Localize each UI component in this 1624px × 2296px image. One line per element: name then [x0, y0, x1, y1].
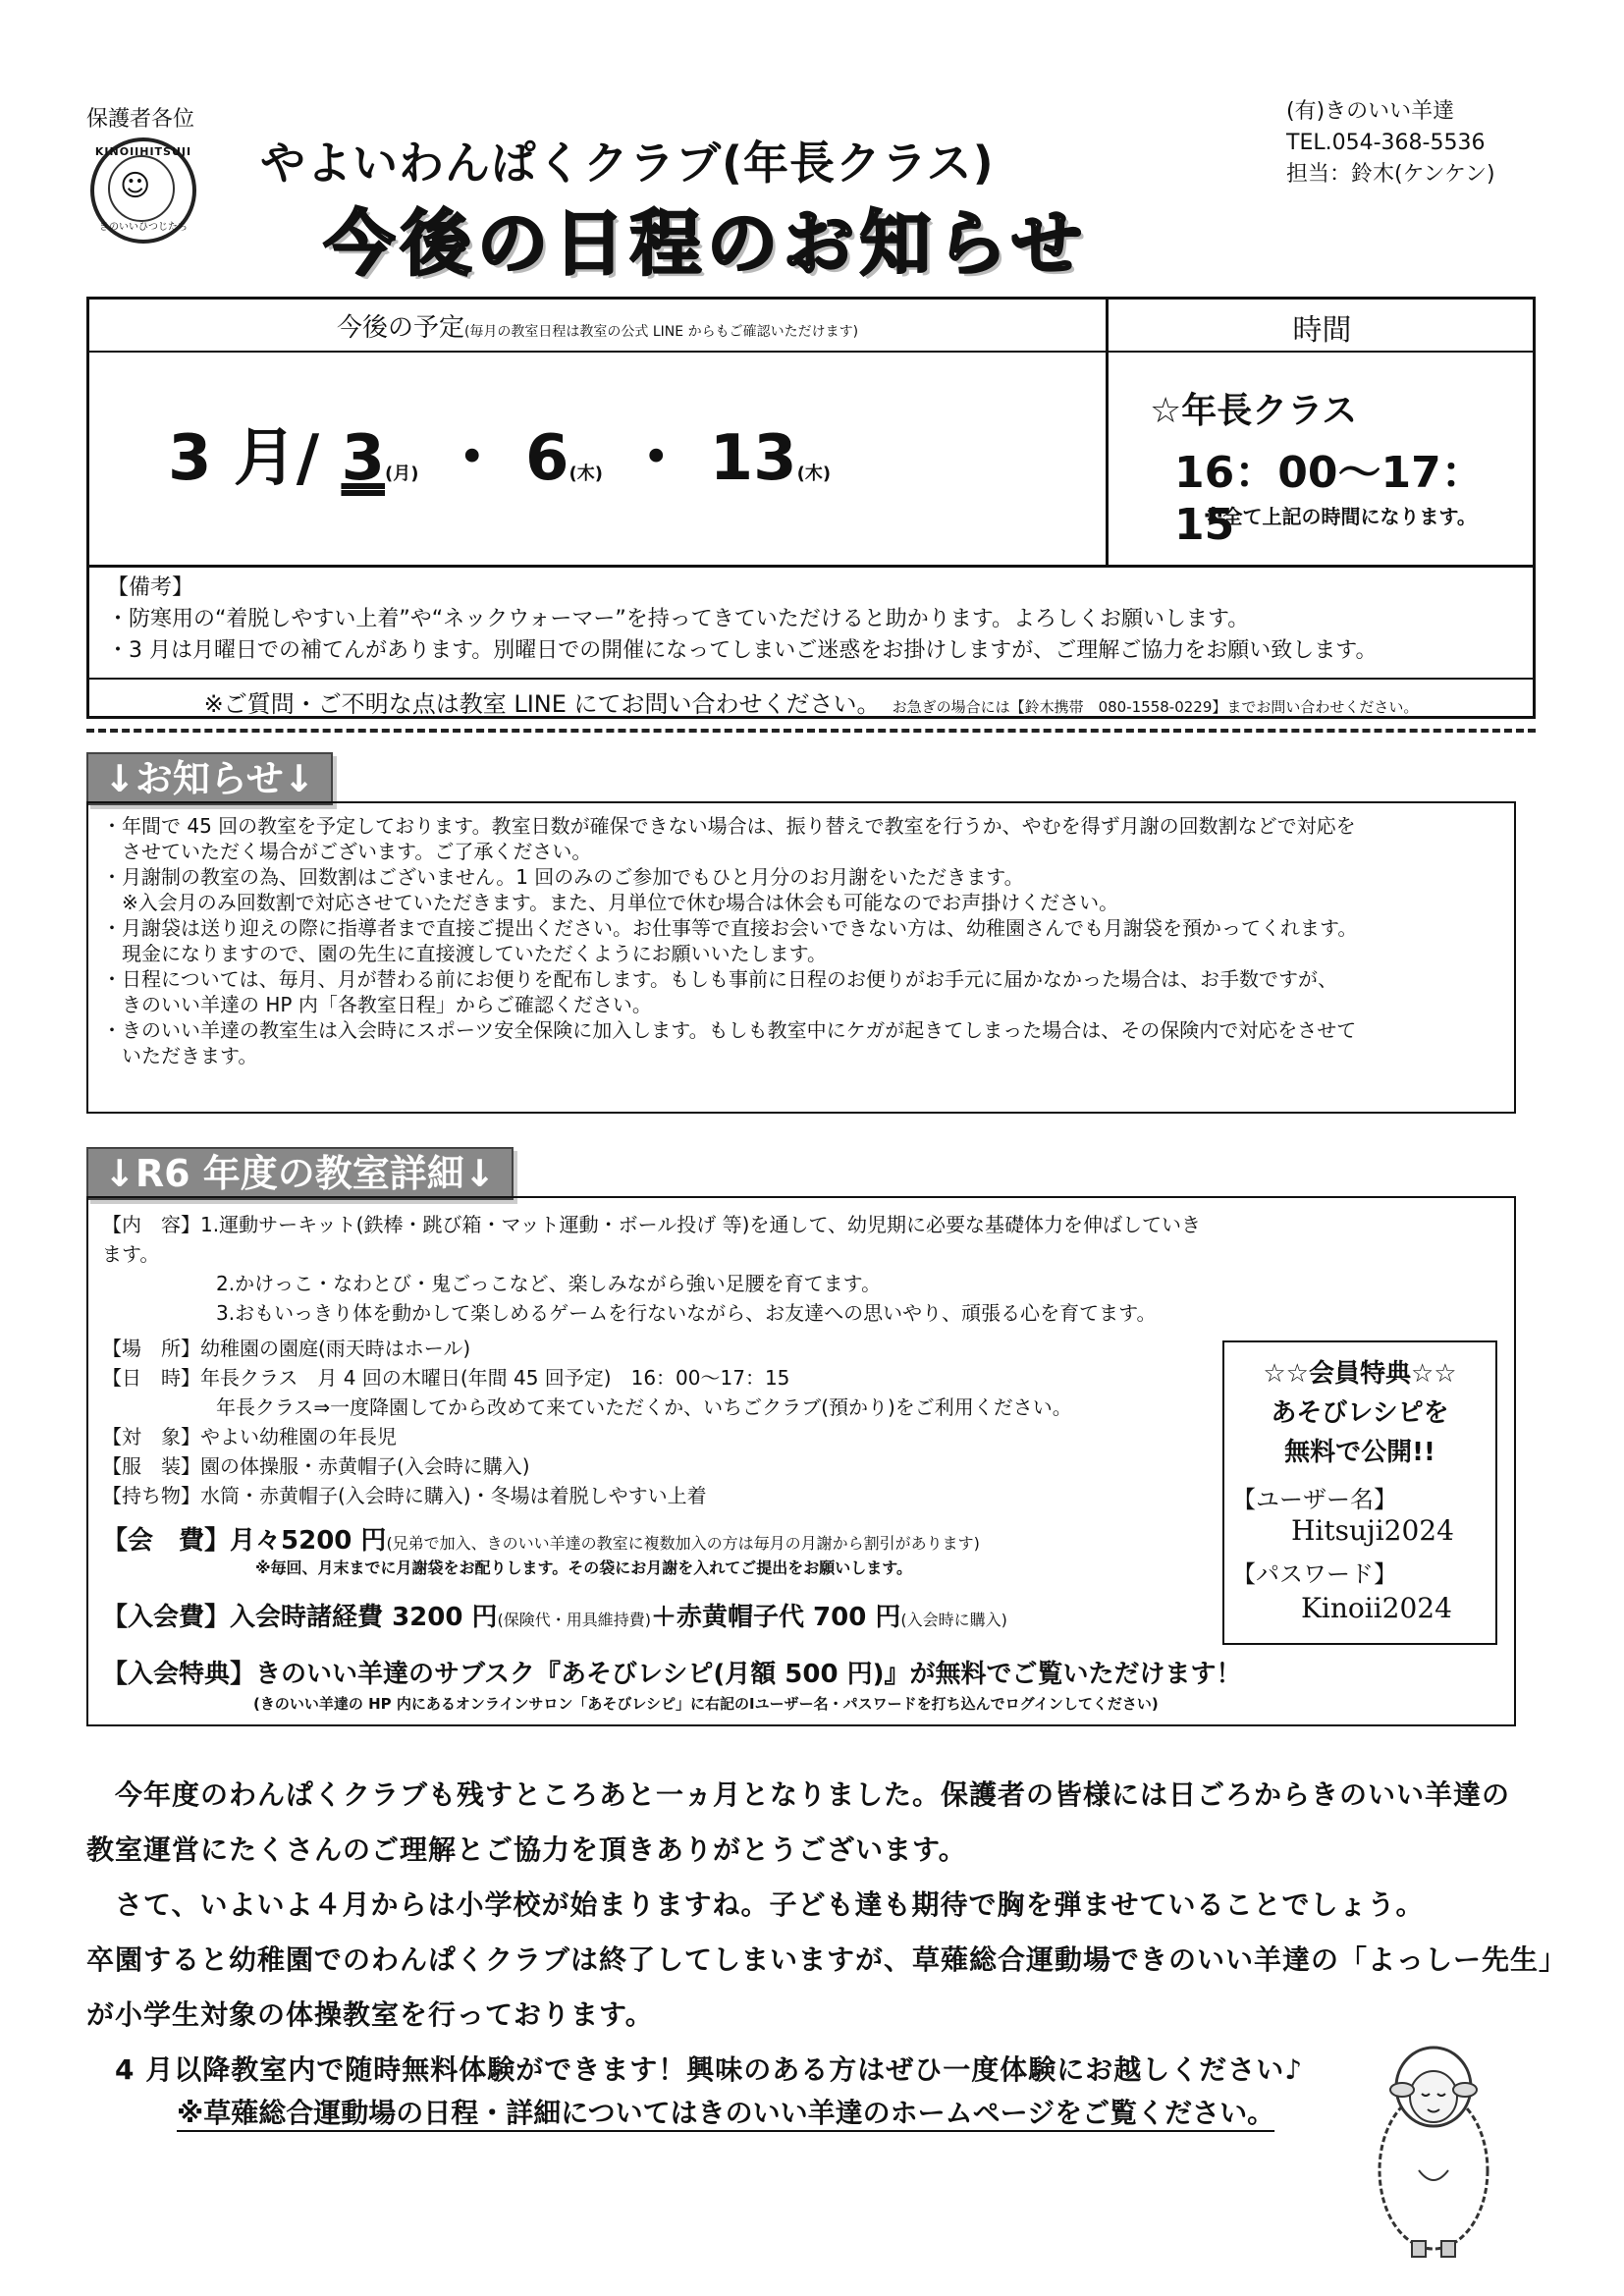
company-person: 担当：鈴木(ケンケン)	[1286, 162, 1495, 187]
company-info	[1286, 96, 1495, 191]
notice-list	[102, 813, 1516, 1068]
list-item: きのいい羊達の HP 内「各教室日程」からご確認ください。	[102, 993, 652, 1016]
user-label: 【ユーザー名】	[1232, 1486, 1397, 1513]
date-2: 6	[525, 422, 569, 495]
sheep-face-icon: ☺	[120, 169, 151, 203]
time-note: ※全て上記の時間になります。	[1204, 505, 1477, 528]
bonus-line: 【入会特典】きのいい羊達のサブスク『あそびレシピ(月額 500 円)』が無料でご覧いただけます！	[102, 1660, 1242, 1689]
schedule-header: 今後の予定(毎月の教室日程は教室の公式 LINE からもご確認いただけます)	[336, 313, 859, 343]
remark-item: ・3 月は月曜日での補てんがあります。別曜日での開催になってしまいご迷惑をお掛けしますが、ご理解ご協力をお願い致します。	[107, 638, 1378, 663]
date-1: 3	[341, 422, 385, 495]
list-item: ・月謝袋は送り迎えの際に指導者まで直接ご提出ください。お仕事等で直接お会いできない方は、幼稚園さんでも月謝袋を預かってくれます。	[102, 916, 1358, 940]
join-fee-line: 【入会費】入会時諸経費 3200 円(保険代・用具維持費)＋赤黄帽子代 700 円(入会時に購入)	[102, 1603, 1007, 1632]
time-header: 時間	[1292, 313, 1352, 348]
message: 今年度のわんぱくクラブも残すところあと一ヵ月となりました。保護者の皆様には日ごろからきのいい羊達の 教室運営にたくさんのご理解とご協力を頂きありがとうございます。 さて、いよいよ４月からは小学校が始まりますね。子ども達も期待で胸を弾ませていることでしょう。 卒園すると幼稚園でのわんぱくクラブは終了してしまいますが、草薙総合運動場できのいい羊達の「よっしー先生」 が小学生対象の体操教室を行っております。 4 月以降教室内で随時無料体験ができます！興味のある方はぜひ一度体験にお越しください♪	[86, 1778, 1568, 2086]
company-tel: TEL.054-368-5536	[1286, 131, 1486, 155]
addressee: 保護者各位	[86, 107, 195, 132]
homepage-note: ※草薙総合運動場の日程・詳細についてはきのいい羊達のホームページをご覧ください。	[177, 2097, 1275, 2129]
list-item: ・年間で 45 回の教室を予定しております。教室日数が確保できない場合は、振り替えで教室を行うか、やむを得ず月謝の回数割などで対応を	[102, 814, 1356, 838]
list-item: ・月謝制の教室の為、回数割はございません。1 回のみのご参加でもひと月分のお月謝をいただきます。	[102, 865, 1024, 889]
company-logo	[90, 137, 196, 244]
details-list: 【内 容】1.運動サーキット(鉄棒・跳び箱・マット運動・ボール投げ 等)を通して、幼児期に必要な基礎体力を伸ばしていきます。 2.かけっこ・なわとび・鬼ごっこなど、楽しみながら強い足腰を育てます。 3.おもいっきり体を動かして楽しめるゲームを行ないながら、お友達への思いやり、頑張る心を育てます。 【場 所】幼稚園の園庭(雨天時はホール) 【日 時】年長クラス 月 4 回の木曜日(年間 45 回予定) 16：00〜17：15 年長クラス⇒一度降園してから改めて来ていただくか、いちごクラブ(預かり)をご利用ください。 【対 象】やよい幼稚園の年長児 【服 装】園の体操服・赤黄帽子(入会時に購入) 【持ち物】水筒・赤黄帽子(入会時に購入)・冬場は着脱しやすい上着	[102, 1213, 1202, 1507]
pass-label: 【パスワード】	[1232, 1560, 1397, 1588]
list-item: ※入会月のみ回数割で対応させていただきます。また、月単位で休む場合は休会も可能なのでお声掛けください。	[102, 891, 1119, 914]
list-item: させていただく場合がございます。ご了承ください。	[102, 840, 592, 863]
logo-bottom-text: きのいいひつじたち	[99, 222, 188, 233]
page-title: 今後の日程のお知らせ	[324, 202, 1088, 285]
list-item: 現金になりますので、園の先生に直接渡していただくようにお願いいたします。	[102, 942, 827, 965]
list-item: ・きのいい羊達の教室生は入会時にスポーツ安全保険に加入します。もしも教室中にケガが起きてしまった場合は、その保険内で対応をさせて	[102, 1018, 1357, 1042]
list-item: いただきます。	[102, 1044, 258, 1067]
remark-item: ・防寒用の“着脱しやすい上着”や“ネックウォーマー”を持ってきていただけると助かります。よろしくお願いします。	[107, 607, 1250, 631]
company-name: (有)きのいい羊達	[1286, 99, 1455, 124]
contact-line: ※ご質問・ご不明な点は教室 LINE にてお問い合わせください。 お急ぎの場合には【鈴木携帯 080-1558-0229】までお問い合わせください。	[203, 690, 1419, 718]
schedule-dates: 3 月/ 3(月) ・ 6(木) ・ 13(木)	[168, 422, 832, 495]
schedule-table	[86, 297, 1536, 719]
member-title: ☆☆会員特典☆☆	[1263, 1359, 1457, 1389]
bonus-note: (きのいい羊達の HP 内にあるオンラインサロン「あそびレシピ」に右記のⅠユーザー名・パスワードを打ち込んでログインしてください)	[253, 1695, 1159, 1713]
sheep-illustration	[1365, 2023, 1502, 2259]
notice-label: ↓お知らせ↓	[86, 752, 333, 805]
details-label: ↓R6 年度の教室詳細↓	[86, 1147, 514, 1200]
month: 3 月/	[168, 422, 320, 495]
class-time: 16：00〜17：15	[1174, 448, 1485, 550]
remarks: 【備考】 ・防寒用の“着脱しやすい上着”や“ネックウォーマー”を持ってきていただけると助かります。よろしくお願いします。 ・3 月は月曜日での補てんがあります。別曜日での開催になってしまいご迷惑をお掛けしますが、ご理解ご協力をお願い致します。	[107, 573, 1377, 667]
page-subtitle: やよいわんぱくクラブ(年長クラス)	[260, 137, 995, 190]
username: Hitsuji2024	[1291, 1514, 1454, 1547]
divider	[86, 729, 1536, 733]
fee-note: ※毎回、月末までに月謝袋をお配りします。その袋にお月謝を入れてご提出をお願いします。	[255, 1558, 912, 1577]
date-3: 13	[709, 422, 797, 495]
password: Kinoii2024	[1301, 1592, 1452, 1624]
member-benefit-box: ☆☆会員特典☆☆ あそびレシピを 無料で公開!! 【ユーザー名】 Hitsuji2024 【パスワード】 Kinoii2024	[1222, 1340, 1497, 1645]
class-label: ☆年長クラス	[1150, 391, 1358, 431]
list-item: ・日程については、毎月、月が替わる前にお便りを配布します。もしも事前に日程のお便りがお手元に届かなかった場合は、お手数ですが、	[102, 967, 1337, 991]
logo-top-text: KINOIIHITSUJI	[94, 145, 192, 158]
fee-line: 【会 費】月々5200 円(兄弟で加入、きのいい羊達の教室に複数加入の方は毎月の月謝から割引があります)	[102, 1526, 980, 1556]
